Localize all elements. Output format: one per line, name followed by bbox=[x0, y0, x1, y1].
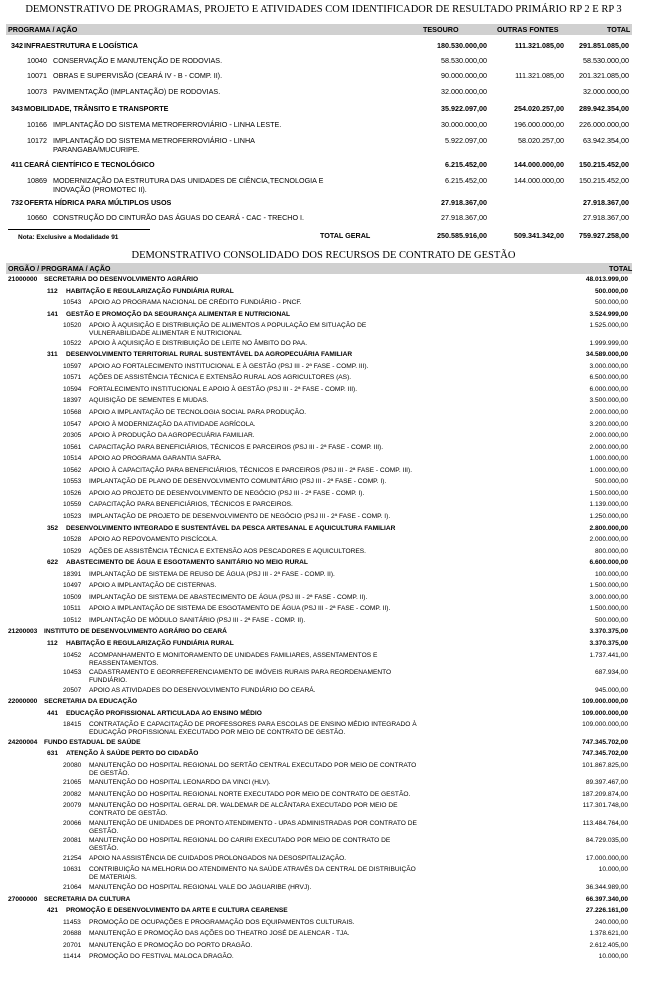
row-description: EDUCAÇÃO PROFISSIONAL ARTICULADA AO ENSINO MÉDIO bbox=[66, 709, 262, 717]
row-description: OFERTA HÍDRICA PARA MÚLTIPLOS USOS bbox=[24, 198, 172, 207]
row-total: 2.000.000,00 bbox=[589, 432, 628, 440]
row-description: MANUTENÇÃO DO HOSPITAL GERAL DR. WALDEMAR DE ALCÂNTARA EXECUTADO POR MEIO DE bbox=[89, 802, 398, 810]
row-tesouro: 35.922.097,00 bbox=[441, 104, 487, 113]
total-geral-tesouro: 250.585.916,00 bbox=[437, 231, 487, 240]
row-description: HABITAÇÃO E REGULARIZAÇÃO FUNDIÁRIA RURAL bbox=[66, 640, 234, 647]
row-code: 10631 bbox=[63, 866, 82, 874]
row-description-continued: GESTÃO. bbox=[89, 845, 119, 853]
row-code: 311 bbox=[47, 351, 58, 359]
row-code: 10512 bbox=[63, 616, 82, 624]
row-code: 10869 bbox=[27, 176, 47, 185]
header-total-2: TOTAL bbox=[609, 264, 633, 273]
row-description: APOIO À AQUISIÇÃO E DISTRIBUIÇÃO DE ALIMENTOS A POPULAÇÃO EM SITUAÇÃO DE bbox=[89, 322, 367, 330]
row-outras-fontes: 144.000.000,00 bbox=[514, 160, 564, 169]
row-tesouro: 5.922.097,00 bbox=[445, 136, 487, 145]
row-description: APOIO AO REPOVOAMENTO PISCÍCOLA. bbox=[89, 536, 218, 544]
row-code: 441 bbox=[47, 709, 59, 717]
row-code: 141 bbox=[47, 310, 59, 318]
row-total: 240.000,00 bbox=[594, 918, 628, 926]
row-description: GESTÃO E PROMOÇÃO DA SEGURANÇA ALIMENTAR E NUTRICIONAL bbox=[66, 310, 291, 318]
row-description-continued: FUNDIÁRIO. bbox=[89, 677, 128, 685]
note-divider bbox=[8, 229, 150, 230]
row-code: 20082 bbox=[63, 790, 82, 798]
row-total: 1.999.999,00 bbox=[589, 339, 628, 347]
row-code: 411 bbox=[11, 160, 23, 169]
row-code: 27000000 bbox=[8, 895, 38, 903]
row-total: 89.397.467,00 bbox=[585, 779, 628, 787]
row-code: 24200004 bbox=[8, 738, 38, 746]
row-total: 36.344.989,00 bbox=[585, 883, 628, 891]
row-total: 101.867.825,00 bbox=[582, 761, 628, 769]
row-code: 343 bbox=[11, 104, 23, 113]
row-total: 6.600.000,00 bbox=[589, 559, 628, 567]
row-code: 352 bbox=[47, 524, 59, 532]
row-code: 10172 bbox=[27, 136, 47, 145]
row-description: MANUTENÇÃO DE UNIDADES DE PRONTO ATENDIMENTO - UPAS ADMINISTRADAS POR CONTRATO DE bbox=[89, 819, 417, 827]
row-description-continued: PARANGABA/MUCURIPE. bbox=[53, 145, 140, 154]
row-code: 21064 bbox=[63, 883, 82, 891]
table1-note: Nota: Exclusive a Modalidade 91 bbox=[18, 234, 119, 241]
row-total: 66.397.340,00 bbox=[585, 895, 628, 903]
row-outras-fontes: 58.020.257,00 bbox=[518, 136, 564, 145]
row-code: 20081 bbox=[63, 837, 82, 845]
row-total: 27.918.367,00 bbox=[583, 198, 629, 207]
row-description: PROMOÇÃO E DESENVOLVIMENTO DA ARTE E CULTURA CEARENSE bbox=[66, 907, 288, 915]
row-description: AÇÕES DE ASSISTÊNCIA TÉCNICA E EXTENSÃO RURAL AOS AGRICULTORES (AS). bbox=[89, 374, 352, 382]
row-total: 500.000,00 bbox=[594, 287, 628, 295]
row-tesouro: 30.000.000,00 bbox=[441, 120, 487, 129]
row-tesouro: 6.215.452,00 bbox=[445, 160, 487, 169]
row-description: SECRETARIA DA CULTURA bbox=[44, 895, 131, 903]
row-tesouro: 90.000.000,00 bbox=[441, 71, 487, 80]
row-total: 1.250.000,00 bbox=[589, 512, 628, 520]
row-description: INFRAESTRUTURA E LOGÍSTICA bbox=[24, 41, 138, 50]
row-total: 3.524.999,00 bbox=[589, 310, 628, 318]
row-total: 2.800.000,00 bbox=[589, 524, 628, 532]
header-outras-fontes: OUTRAS FONTES bbox=[497, 25, 559, 34]
row-description: CONTRIBUIÇÃO NA MELHORIA DO ATENDIMENTO NA SAÚDE ATRAVÉS DA CENTRAL DE DISTRIBUIÇÃO bbox=[89, 866, 416, 874]
row-description: APOIO AO PROGRAMA NACIONAL DE CRÉDITO FUNDIÁRIO - PNCF. bbox=[89, 299, 302, 307]
row-code: 10562 bbox=[63, 466, 82, 474]
row-description: MODERNIZAÇÃO DA ESTRUTURA DAS UNIDADES DE CIÊNCIA,TECNOLOGIA E bbox=[53, 176, 324, 185]
row-code: 21000000 bbox=[8, 276, 38, 283]
row-outras-fontes: 111.321.085,00 bbox=[515, 71, 564, 80]
row-description: FUNDO ESTADUAL DE SAÚDE bbox=[44, 738, 141, 746]
row-code: 732 bbox=[11, 198, 23, 207]
row-code: 20688 bbox=[63, 930, 82, 938]
row-code: 18415 bbox=[63, 721, 82, 729]
row-total: 1.000.000,00 bbox=[589, 455, 628, 463]
row-total: 150.215.452,00 bbox=[579, 160, 629, 169]
row-total: 10.000,00 bbox=[598, 866, 628, 874]
row-total: 34.589.000,00 bbox=[585, 351, 628, 359]
row-code: 20701 bbox=[63, 941, 82, 949]
row-total: 10.000,00 bbox=[598, 953, 628, 961]
row-code: 21254 bbox=[63, 854, 82, 862]
row-total: 27.918.367,00 bbox=[583, 213, 629, 222]
row-description: FORTALECIMENTO INSTITUCIONAL E APOIO À GESTÃO (PSJ III - 2ª FASE - COMP. III). bbox=[89, 385, 358, 393]
row-code: 10660 bbox=[27, 213, 47, 222]
row-description: CEARÁ CIENTÍFICO E TECNOLÓGICO bbox=[24, 160, 155, 169]
total-geral-total: 759.927.258,00 bbox=[579, 231, 629, 240]
row-description: AÇÕES DE ASSISTÊNCIA TÉCNICA E EXTENSÃO AOS PESCADORES E AQUICULTORES. bbox=[89, 547, 367, 555]
row-total: 3.200.000,00 bbox=[589, 420, 628, 428]
row-total: 289.942.354,00 bbox=[579, 104, 629, 113]
row-code: 112 bbox=[47, 287, 58, 295]
row-total: 1.139.000,00 bbox=[589, 501, 628, 509]
row-code: 10547 bbox=[63, 420, 82, 428]
row-description: CONSTRUÇÃO DO CINTURÃO DAS ÁGUAS DO CEARÁ - CAC - TRECHO I. bbox=[53, 213, 305, 222]
row-description: DESENVOLVIMENTO INTEGRADO E SUSTENTÁVEL DA PESCA ARTESANAL E AQUICULTURA FAMILIAR bbox=[66, 524, 396, 532]
row-description: IMPLANTAÇÃO DE MÓDULO SANITÁRIO (PSJ III - 2ª FASE - COMP. II). bbox=[89, 616, 306, 624]
row-description: MOBILIDADE, TRÂNSITO E TRANSPORTE bbox=[24, 104, 169, 113]
row-description: IMPLANTAÇÃO DO SISTEMA METROFERROVIÁRIO - LINHA bbox=[53, 136, 255, 145]
row-description-continued: VULNERABILIDADE ALIMENTAR E NUTRICIONAL bbox=[89, 330, 242, 338]
row-code: 112 bbox=[47, 640, 58, 647]
row-code: 18391 bbox=[63, 570, 82, 578]
header-total: TOTAL bbox=[607, 25, 631, 34]
row-outras-fontes: 144.000.000,00 bbox=[514, 176, 564, 185]
row-description: CAPACITAÇÃO PARA BENEFICIÁRIOS, TÉCNICOS E PARCEIROS. bbox=[89, 501, 293, 509]
row-description: PROMOÇÃO DE OCUPAÇÕES E PROGRAMAÇÃO DOS EQUIPAMENTOS CULTURAIS. bbox=[89, 918, 355, 926]
row-description: IMPLANTAÇÃO DE SISTEMA DE ABASTECIMENTO DE ÁGUA (PSJ III - 2ª FASE - COMP. II). bbox=[89, 593, 368, 601]
row-total: 1.500.000,00 bbox=[589, 605, 628, 613]
row-code: 622 bbox=[47, 559, 59, 567]
row-description: ABASTECIMENTO DE ÁGUA E ESGOTAMENTO SANITÁRIO NO MEIO RURAL bbox=[66, 559, 308, 567]
row-code: 10528 bbox=[63, 536, 82, 544]
row-total: 113.484.764,00 bbox=[582, 819, 628, 827]
row-total: 2.000.000,00 bbox=[589, 409, 628, 416]
row-total: 6.500.000,00 bbox=[589, 374, 628, 382]
row-description-continued: CONTRATO DE GESTÃO. bbox=[89, 810, 168, 818]
row-tesouro: 27.918.367,00 bbox=[441, 213, 487, 222]
table2-header bbox=[6, 263, 632, 274]
row-total: 58.530.000,00 bbox=[583, 56, 629, 65]
table1-header bbox=[6, 24, 632, 35]
title-consolidado: DEMONSTRATIVO CONSOLIDADO DOS RECURSOS DE CONTRATO DE GESTÃO bbox=[131, 250, 516, 261]
row-code: 10452 bbox=[63, 651, 82, 659]
row-code: 10594 bbox=[63, 385, 82, 393]
row-total: 2.612.405,00 bbox=[589, 941, 628, 949]
row-code: 20066 bbox=[63, 819, 82, 827]
row-description: APOIO AO PROGRAMA GARANTIA SAFRA. bbox=[89, 455, 222, 463]
row-outras-fontes: 196.000.000,00 bbox=[514, 120, 564, 129]
row-total: 687.934,00 bbox=[594, 669, 628, 677]
header-programa-acao: PROGRAMA / AÇÃO bbox=[8, 25, 78, 34]
row-total: 3.000.000,00 bbox=[589, 593, 628, 601]
row-total: 17.000.000,00 bbox=[585, 854, 628, 862]
row-description: CAPACITAÇÃO PARA BENEFICIÁRIOS, TÉCNICOS E PARCEIROS (PSJ III - 2ª FASE - COMP. III). bbox=[89, 443, 384, 451]
row-description: APOIO AO FORTALECIMENTO INSTITUCIONAL E À GESTÃO (PSJ III - 2ª FASE - COMP. III). bbox=[89, 362, 369, 370]
row-code: 10073 bbox=[27, 87, 47, 96]
row-code: 10523 bbox=[63, 512, 82, 520]
row-total: 187.209.874,00 bbox=[582, 790, 628, 798]
row-code: 10453 bbox=[63, 669, 82, 677]
row-total: 500.000,00 bbox=[594, 478, 628, 486]
row-description: MANUTENÇÃO DO HOSPITAL LEONARDO DA VINCI (HLV). bbox=[89, 779, 271, 787]
row-description-continued: DE GESTÃO. bbox=[89, 769, 130, 777]
row-code: 11414 bbox=[63, 953, 81, 961]
row-total: 3.370.375,00 bbox=[589, 628, 628, 636]
row-code: 10543 bbox=[63, 299, 82, 307]
row-code: 10561 bbox=[63, 443, 82, 451]
row-code: 10511 bbox=[63, 605, 81, 613]
row-total: 109.000.000,00 bbox=[582, 698, 628, 706]
row-description: DESENVOLVIMENTO TERRITORIAL RURAL SUSTENTÁVEL DA AGROPECUÁRIA FAMILIAR bbox=[66, 351, 353, 359]
row-description: HABITAÇÃO E REGULARIZAÇÃO FUNDIÁRIA RURAL bbox=[66, 287, 234, 295]
row-code: 10497 bbox=[63, 582, 82, 590]
row-code: 10571 bbox=[63, 374, 82, 382]
row-code: 10509 bbox=[63, 593, 82, 601]
row-code: 10568 bbox=[63, 409, 82, 416]
row-code: 10526 bbox=[63, 489, 82, 497]
row-total: 800.000,00 bbox=[594, 547, 628, 555]
header-tesouro: TESOURO bbox=[423, 25, 459, 34]
row-total: 117.301.748,00 bbox=[582, 802, 628, 810]
row-description: APOIO À AQUISIÇÃO E DISTRIBUIÇÃO DE LEITE NO ÂMBITO DO PAA. bbox=[89, 339, 308, 347]
row-code: 18397 bbox=[63, 397, 82, 405]
row-total: 945.000,00 bbox=[594, 686, 628, 694]
row-description: IMPLANTAÇÃO DE SISTEMA DE REUSO DE ÁGUA (PSJ III - 2ª FASE - COMP. II). bbox=[89, 570, 335, 578]
row-code: 20305 bbox=[63, 432, 82, 440]
row-tesouro: 27.918.367,00 bbox=[441, 198, 487, 207]
title-demonstrativo-rp: DEMONSTRATIVO DE PROGRAMAS, PROJETO E ATIVIDADES COM IDENTIFICADOR DE RESULTADO PRIMÁRIO RP 2 E RP 3 bbox=[25, 4, 622, 15]
row-description: APOIO AS ATIVIDADES DO DESENVOLVIMENTO FUNDIÁRIO DO CEARÁ. bbox=[89, 686, 316, 694]
row-description-continued: GESTÃO. bbox=[89, 827, 119, 835]
row-description: IMPLANTAÇÃO DE PLANO DE DESENVOLVIMENTO COMUNITÁRIO (PSJ III - 2ª FASE - COMP. I). bbox=[89, 478, 387, 486]
row-code: 11453 bbox=[63, 918, 81, 926]
row-code: 421 bbox=[47, 907, 59, 915]
total-geral-label: TOTAL GERAL bbox=[320, 231, 371, 240]
row-description: PROMOÇÃO DO FESTIVAL MALOCA DRAGÃO. bbox=[89, 953, 234, 961]
row-description: CONTRATAÇÃO E CAPACITAÇÃO DE PROFESSORES PARA ESCOLAS DE ENSINO MÉDIO INTEGRADO À bbox=[89, 721, 417, 729]
row-tesouro: 180.530.000,00 bbox=[437, 41, 487, 50]
row-code: 20507 bbox=[63, 686, 82, 694]
row-code: 21065 bbox=[63, 779, 82, 787]
row-total: 2.000.000,00 bbox=[589, 536, 628, 544]
row-code: 10040 bbox=[27, 56, 47, 65]
row-total: 1.500.000,00 bbox=[589, 582, 628, 590]
row-description-continued: REASSENTAMENTOS. bbox=[89, 659, 159, 667]
row-code: 10559 bbox=[63, 501, 82, 509]
row-description: APOIO NA ASSISTÊNCIA DE CUIDADOS PROLONGADOS NA DESOSPITALIZAÇÃO. bbox=[89, 854, 347, 862]
row-total: 6.000.000,00 bbox=[589, 385, 628, 393]
row-total: 84.729.035,00 bbox=[585, 837, 628, 845]
row-total: 500.000,00 bbox=[594, 299, 628, 307]
total-geral-outras: 509.341.342,00 bbox=[514, 231, 564, 240]
row-code: 10553 bbox=[63, 478, 82, 486]
row-description: APOIO A IMPLANTAÇÃO DE SISTEMA DE ESGOTAMENTO DE ÁGUA (PSJ III - 2ª FASE - COMP. II). bbox=[89, 605, 391, 613]
row-description-continued: DE MATERIAIS. bbox=[89, 874, 137, 882]
row-total: 109.000.000,00 bbox=[582, 709, 628, 717]
row-description: MANUTENÇÃO E PROMOÇÃO DO PORTO DRAGÃO. bbox=[89, 941, 253, 949]
row-description: MANUTENÇÃO DO HOSPITAL REGIONAL NORTE EXECUTADO POR MEIO DE CONTRATO DE GESTÃO. bbox=[89, 790, 411, 798]
row-description-continued: INOVAÇÃO (PROMOTEC II). bbox=[53, 185, 147, 194]
row-code: 20080 bbox=[63, 761, 82, 769]
row-total: 1.500.000,00 bbox=[589, 489, 628, 497]
row-tesouro: 32.000.000,00 bbox=[441, 87, 487, 96]
row-description: APOIO À PRODUÇÃO DA AGROPECUÁRIA FAMILIAR. bbox=[89, 432, 255, 440]
row-code: 21200003 bbox=[8, 628, 38, 636]
row-code: 10166 bbox=[27, 120, 47, 129]
row-total: 201.321.085,00 bbox=[579, 71, 629, 80]
row-description: IMPLANTAÇÃO DE PROJETO DE DESENVOLVIMENTO DE NEGÓCIO (PSJ III - 2ª FASE - COMP. I). bbox=[89, 512, 391, 520]
row-outras-fontes: 254.020.257,00 bbox=[514, 104, 564, 113]
row-code: 22000000 bbox=[8, 698, 38, 706]
row-code: 10597 bbox=[63, 362, 82, 370]
row-tesouro: 6.215.452,00 bbox=[445, 176, 487, 185]
row-description: IMPLANTAÇÃO DO SISTEMA METROFERROVIÁRIO - LINHA LESTE. bbox=[53, 120, 282, 129]
row-total: 747.345.702,00 bbox=[582, 750, 628, 758]
row-description: MANUTENÇÃO DO HOSPITAL REGIONAL DO SERTÃO CENTRAL EXECUTADO POR MEIO DE CONTRATO bbox=[89, 761, 417, 769]
row-description-continued: EDUCAÇÃO PROFISSIONAL EXECUTADO POR MEIO DE CONTRATO DE GESTÃO. bbox=[89, 729, 346, 737]
row-tesouro: 58.530.000,00 bbox=[441, 56, 487, 65]
row-total: 3.500.000,00 bbox=[589, 397, 628, 405]
row-total: 1.525.000,00 bbox=[589, 322, 628, 330]
row-description: APOIO À CAPACITAÇÃO PARA BENEFICIÁRIOS, TÉCNICOS E PARCEIROS (PSJ III - 2ª FASE - COMP. III). bbox=[89, 466, 413, 474]
row-total: 63.942.354,00 bbox=[583, 136, 629, 145]
row-description: APOIO A IMPLANTAÇÃO DE TECNOLOGIA SOCIAL PARA PRODUÇÃO. bbox=[89, 409, 307, 416]
row-total: 100.000,00 bbox=[594, 570, 628, 578]
row-total: 3.370.375,00 bbox=[589, 640, 628, 647]
row-total: 150.215.452,00 bbox=[579, 176, 629, 185]
row-total: 500.000,00 bbox=[594, 616, 628, 624]
row-total: 291.851.085,00 bbox=[579, 41, 629, 50]
row-description: SECRETARIA DO DESENVOLVIMENTO AGRÁRIO bbox=[44, 276, 199, 283]
row-description: INSTITUTO DE DESENVOLVIMENTO AGRÁRIO DO CEARÁ bbox=[44, 628, 227, 636]
row-description: PAVIMENTAÇÃO (IMPLANTAÇÃO) DE RODOVIAS. bbox=[53, 87, 221, 96]
row-code: 342 bbox=[11, 41, 23, 50]
row-description: ACOMPANHAMENTO E MONITORAMENTO DE UNIDADES FAMILIARES, ASSENTAMENTOS E bbox=[89, 651, 378, 659]
row-description: CADASTRAMENTO E GEORREFERENCIAMENTO DE IMÓVEIS RURAIS PARA REORDENAMENTO bbox=[89, 669, 392, 677]
row-total: 1.737.441,00 bbox=[589, 651, 628, 659]
row-code: 631 bbox=[47, 750, 59, 758]
row-description: ATENÇÃO À SAÚDE PERTO DO CIDADÃO bbox=[66, 750, 199, 758]
row-total: 226.000.000,00 bbox=[579, 120, 629, 129]
row-total: 1.378.621,00 bbox=[589, 930, 628, 938]
row-description: MANUTENÇÃO DO HOSPITAL REGIONAL VALE DO JAGUARIBE (HRVJ). bbox=[89, 883, 312, 891]
row-description: OBRAS E SUPERVISÃO (CEARÁ IV - B - COMP. II). bbox=[53, 71, 223, 80]
row-description: AQUISIÇÃO DE SEMENTES E MUDAS. bbox=[89, 397, 209, 405]
row-description: CONSERVAÇÃO E MANUTENÇÃO DE RODOVIAS. bbox=[53, 56, 223, 65]
row-total: 747.345.702,00 bbox=[582, 738, 628, 746]
row-total: 1.000.000,00 bbox=[589, 466, 628, 474]
row-code: 10071 bbox=[27, 71, 47, 80]
row-code: 10514 bbox=[63, 455, 82, 463]
row-code: 20079 bbox=[63, 802, 82, 810]
row-code: 10522 bbox=[63, 339, 82, 347]
row-total: 27.226.161,00 bbox=[585, 907, 628, 915]
row-description: MANUTENÇÃO DO HOSPITAL REGIONAL DO CARIRI EXECUTADO POR MEIO DE CONTRATO DE bbox=[89, 837, 391, 845]
row-description: APOIO À MODERNIZAÇÃO DA ATIVIDADE AGRÍCOLA. bbox=[89, 420, 256, 428]
header-orgao-programa-acao: ORGÃO / PROGRAMA / AÇÃO bbox=[8, 264, 111, 273]
row-description: MANUTENÇÃO E PROMOÇÃO DAS AÇÕES DO THEATRO JOSÉ DE ALENCAR - TJA. bbox=[89, 930, 350, 938]
row-total: 48.013.999,00 bbox=[585, 276, 628, 283]
row-outras-fontes: 111.321.085,00 bbox=[514, 41, 564, 50]
row-total: 3.000.000,00 bbox=[589, 362, 628, 370]
row-total: 32.000.000,00 bbox=[583, 87, 629, 96]
row-description: SECRETARIA DA EDUCAÇÃO bbox=[44, 698, 138, 706]
row-description: APOIO AO PROJETO DE DESENVOLVIMENTO DE NEGÓCIO (PSJ III - 2ª FASE - COMP. I). bbox=[89, 489, 365, 497]
row-description: APOIO A IMPLANTAÇÃO DE CISTERNAS. bbox=[89, 582, 217, 590]
row-code: 10529 bbox=[63, 547, 82, 555]
row-total: 2.000.000,00 bbox=[589, 443, 628, 451]
row-total: 109.000.000,00 bbox=[582, 721, 628, 729]
row-code: 10520 bbox=[63, 322, 82, 330]
